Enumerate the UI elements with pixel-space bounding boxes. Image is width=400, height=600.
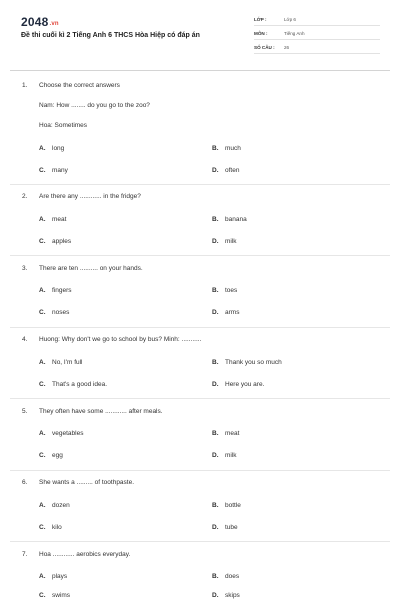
question-text: Choose the correct answers bbox=[39, 82, 120, 89]
question-number: 7. bbox=[22, 551, 28, 558]
option-letter: C. bbox=[39, 167, 46, 174]
option-letter: C. bbox=[39, 309, 46, 316]
option-text: skips bbox=[225, 592, 240, 599]
option-a[interactable] bbox=[39, 430, 83, 437]
option-letter: B. bbox=[212, 359, 219, 366]
option-d[interactable] bbox=[212, 524, 238, 531]
option-text: often bbox=[225, 167, 240, 174]
meta-row-count bbox=[254, 43, 380, 54]
option-letter: A. bbox=[39, 502, 46, 509]
meta-value: 26 bbox=[284, 45, 290, 50]
option-text: meat bbox=[52, 216, 67, 223]
option-a[interactable] bbox=[39, 502, 70, 509]
option-letter: B. bbox=[212, 216, 219, 223]
option-a[interactable] bbox=[39, 573, 67, 580]
site-logo[interactable] bbox=[21, 15, 59, 29]
option-letter: D. bbox=[212, 167, 219, 174]
option-b[interactable] bbox=[212, 359, 282, 366]
option-text: does bbox=[225, 573, 240, 580]
question-number: 5. bbox=[22, 408, 28, 415]
option-text: fingers bbox=[52, 287, 72, 294]
option-text: banana bbox=[225, 216, 247, 223]
option-c[interactable] bbox=[39, 592, 70, 599]
option-c[interactable] bbox=[39, 309, 69, 316]
question-number: 1. bbox=[22, 82, 28, 89]
option-b[interactable] bbox=[212, 287, 237, 294]
option-letter: D. bbox=[212, 381, 219, 388]
option-text: kilo bbox=[52, 524, 62, 531]
option-letter: A. bbox=[39, 145, 46, 152]
question-separator bbox=[10, 327, 390, 328]
option-d[interactable] bbox=[212, 238, 237, 245]
meta-label: LỚP : bbox=[254, 17, 267, 22]
question-text: There are ten .......... on your hands. bbox=[39, 265, 143, 272]
option-text: dozen bbox=[52, 502, 70, 509]
option-b[interactable] bbox=[212, 573, 239, 580]
option-text: That's a good idea. bbox=[52, 381, 108, 388]
option-text: milk bbox=[225, 238, 237, 245]
meta-value: Lớp 6 bbox=[284, 17, 296, 22]
option-letter: D. bbox=[212, 452, 219, 459]
option-text: egg bbox=[52, 452, 63, 459]
option-a[interactable] bbox=[39, 287, 72, 294]
document-header bbox=[0, 0, 400, 66]
option-text: Here you are. bbox=[225, 381, 265, 388]
option-b[interactable] bbox=[212, 216, 247, 223]
option-d[interactable] bbox=[212, 167, 239, 174]
meta-label: SỐ CÂU : bbox=[254, 45, 275, 50]
option-letter: A. bbox=[39, 359, 46, 366]
option-letter: C. bbox=[39, 592, 46, 599]
option-letter: B. bbox=[212, 287, 219, 294]
question-text: Hoa: Sometimes bbox=[39, 122, 88, 129]
question-number: 3. bbox=[22, 265, 28, 272]
option-letter: C. bbox=[39, 238, 46, 245]
option-text: vegetables bbox=[52, 430, 84, 437]
option-b[interactable] bbox=[212, 430, 239, 437]
option-letter: D. bbox=[212, 592, 219, 599]
question-separator bbox=[10, 470, 390, 471]
option-text: many bbox=[52, 167, 68, 174]
question-text: She wants a ......... of toothpaste. bbox=[39, 479, 135, 486]
option-d[interactable] bbox=[212, 592, 240, 599]
option-letter: A. bbox=[39, 216, 46, 223]
option-text: Thank you so much bbox=[225, 359, 282, 366]
option-text: bottle bbox=[225, 502, 241, 509]
option-letter: C. bbox=[39, 381, 46, 388]
option-c[interactable] bbox=[39, 238, 71, 245]
option-c[interactable] bbox=[39, 381, 107, 388]
question-separator bbox=[10, 541, 390, 542]
question-text: Are there any ............ in the fridge? bbox=[39, 193, 141, 200]
logo-suffix: .vn bbox=[49, 21, 59, 27]
option-letter: D. bbox=[212, 309, 219, 316]
option-text: apples bbox=[52, 238, 72, 245]
option-a[interactable] bbox=[39, 216, 66, 223]
option-letter: B. bbox=[212, 502, 219, 509]
option-letter: B. bbox=[212, 573, 219, 580]
option-a[interactable] bbox=[39, 359, 83, 366]
option-text: long bbox=[52, 145, 65, 152]
option-text: toes bbox=[225, 287, 238, 294]
meta-value: Tiếng Anh bbox=[284, 31, 305, 36]
option-c[interactable] bbox=[39, 452, 63, 459]
question-separator bbox=[10, 255, 390, 256]
option-text: plays bbox=[52, 573, 68, 580]
question-text: Hoa ............ aerobics everyday. bbox=[39, 551, 131, 558]
option-a[interactable] bbox=[39, 145, 64, 152]
question-number: 4. bbox=[22, 336, 28, 343]
option-letter: C. bbox=[39, 452, 46, 459]
option-c[interactable] bbox=[39, 524, 62, 531]
option-d[interactable] bbox=[212, 452, 237, 459]
option-b[interactable] bbox=[212, 145, 241, 152]
question-text: Huong: Why don't we go to school by bus? Minh: ........... bbox=[39, 336, 202, 343]
option-text: noses bbox=[52, 309, 70, 316]
logo-text: 2048 bbox=[21, 15, 49, 29]
header-divider bbox=[10, 70, 390, 71]
option-text: arms bbox=[225, 309, 240, 316]
option-letter: A. bbox=[39, 287, 46, 294]
option-c[interactable] bbox=[39, 167, 68, 174]
option-text: milk bbox=[225, 452, 237, 459]
option-letter: A. bbox=[39, 430, 46, 437]
question-text: Nam: How ........ do you go to the zoo? bbox=[39, 102, 150, 109]
option-text: meat bbox=[225, 430, 240, 437]
option-text: much bbox=[225, 145, 241, 152]
option-text: No, I'm full bbox=[52, 359, 83, 366]
question-number: 2. bbox=[22, 193, 28, 200]
question-separator bbox=[10, 184, 390, 185]
question-text: They often have some ............ after meals. bbox=[39, 408, 163, 415]
option-letter: D. bbox=[212, 238, 219, 245]
meta-label: MÔN : bbox=[254, 31, 268, 36]
option-d[interactable] bbox=[212, 381, 264, 388]
meta-row-subject bbox=[254, 29, 380, 40]
option-letter: B. bbox=[212, 145, 219, 152]
option-b[interactable] bbox=[212, 502, 241, 509]
option-letter: B. bbox=[212, 430, 219, 437]
meta-row-class bbox=[254, 15, 380, 26]
option-letter: C. bbox=[39, 524, 46, 531]
option-letter: A. bbox=[39, 573, 46, 580]
question-separator bbox=[10, 398, 390, 399]
document-title: Đề thi cuối kì 2 Tiếng Anh 6 THCS Hòa Hiệp có đáp án bbox=[21, 32, 200, 39]
option-letter: D. bbox=[212, 524, 219, 531]
option-d[interactable] bbox=[212, 309, 239, 316]
option-text: swims bbox=[52, 592, 71, 599]
option-text: tube bbox=[225, 524, 238, 531]
question-number: 6. bbox=[22, 479, 28, 486]
